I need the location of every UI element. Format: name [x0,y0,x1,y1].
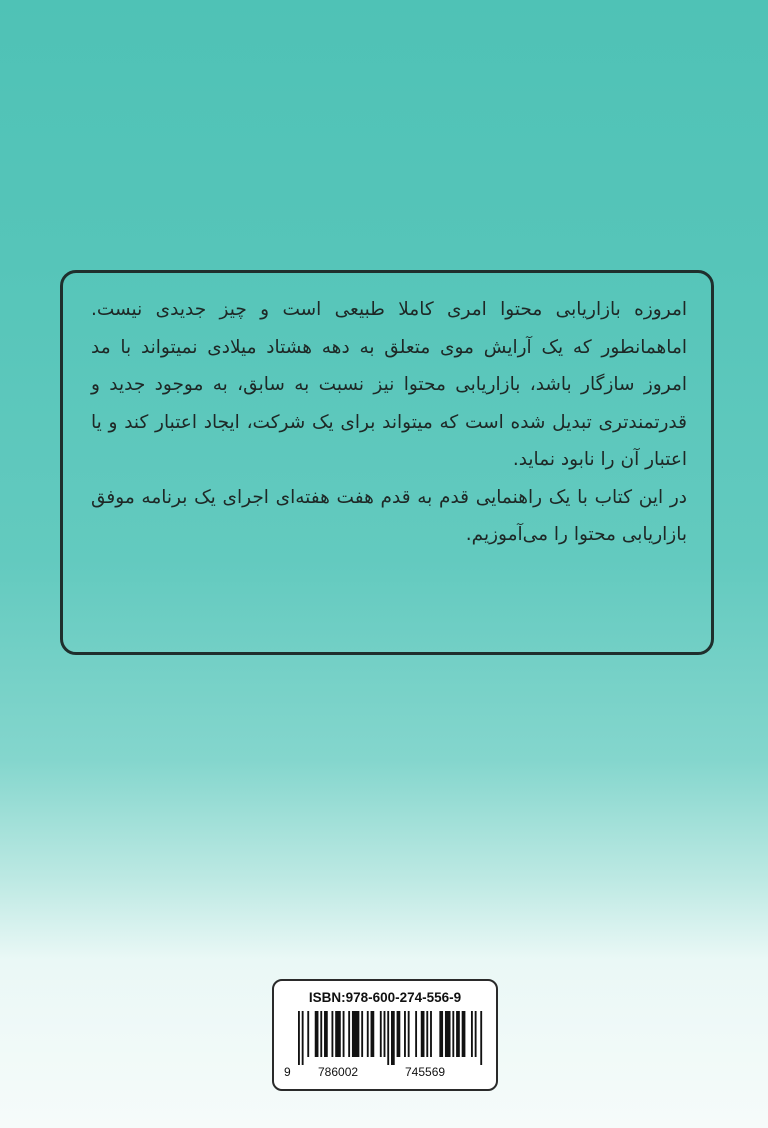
barcode-bar [408,1011,410,1057]
barcode-bar [302,1011,304,1065]
description-paragraph-2: در این کتاب با یک راهنمایی قدم به قدم هفت هفته‌ای اجرای یک برنامه موفق بازاریابی محتوا را می‌آموزیم. [91,486,687,545]
description-box [60,270,714,655]
isbn-barcode-box [272,979,498,1091]
description-paragraph-1: امروزه بازاریابی محتوا امری کاملا طبیعی است و چیز جدیدی نیست. اماهمانطور که یک آرایش موی متعلق به دهه هشتاد میلادی نمیتواند با مد امروز سازگار باشد، بازاریابی محتوا نیز نسبت به سابق، به موجود جدید و قدرتمندتری تبدیل شده است که میتواند برای یک شرکت، ایجاد اعتبار کند و یا اعتبار آن را نابود نماید. [91,299,687,470]
isbn-label: ISBN:978-600-274-556-9 [308,990,462,1005]
barcode-bar [371,1011,375,1057]
barcode-bar [471,1011,473,1057]
barcode-bar [439,1011,443,1057]
barcode-right-digits: 745569 [405,1065,446,1079]
barcode-bar [335,1011,341,1057]
barcode-bar [380,1011,382,1057]
barcode-bar [452,1011,454,1057]
barcode-bar [348,1011,350,1057]
barcode-bar [367,1011,369,1057]
barcode-bar [320,1011,322,1057]
barcode-bar [404,1011,406,1057]
barcode-bar [352,1011,359,1057]
barcode-bar [421,1011,425,1057]
barcode-bar [298,1011,300,1065]
barcode-bar [387,1011,389,1065]
barcode-bar [397,1011,401,1057]
barcode-bar [361,1011,363,1057]
barcode-bar [343,1011,345,1057]
barcode-bar [415,1011,417,1057]
barcode-bar [462,1011,466,1057]
barcode-left-digits: 786002 [318,1065,359,1079]
barcode-bar [384,1011,386,1057]
barcode-first-digit: 9 [284,1065,291,1079]
barcode-bar [331,1011,333,1057]
barcode-bar [391,1011,395,1065]
barcode-bar [456,1011,460,1057]
barcode-bar [315,1011,319,1057]
barcode-bar [324,1011,328,1057]
barcode-bar [480,1011,482,1065]
barcode-bar [426,1011,428,1057]
barcode-icon [296,1011,486,1065]
barcode-bar [307,1011,309,1057]
barcode-bar [445,1011,451,1057]
barcode-bar [430,1011,432,1057]
barcode-bar [475,1011,477,1057]
